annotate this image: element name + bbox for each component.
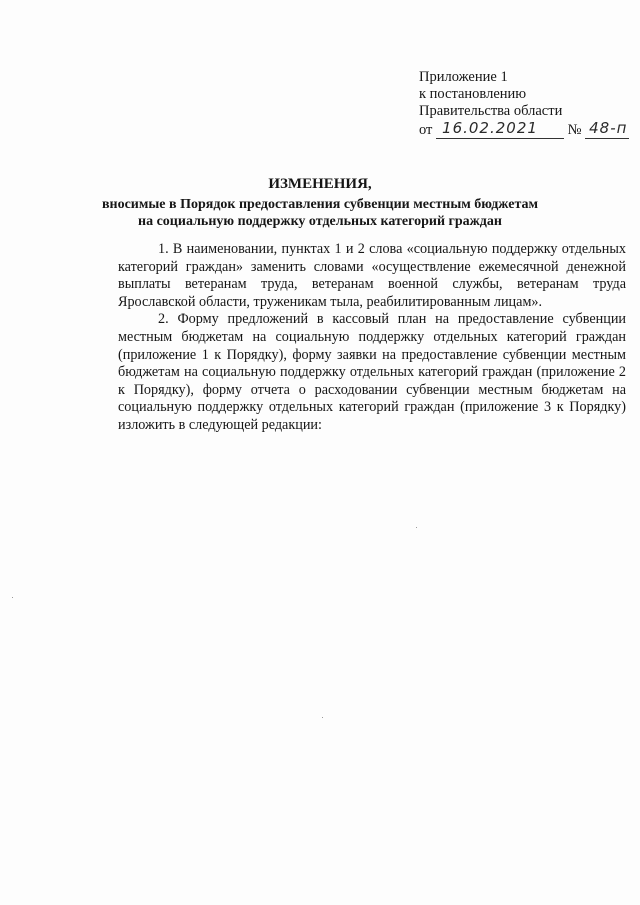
date-prefix: от <box>419 122 433 138</box>
document-body <box>118 241 626 435</box>
handwritten-number: 48-п <box>589 119 628 137</box>
subtitle-line-2: на социальную поддержку отдельных категорий граждан <box>138 214 502 229</box>
number-prefix: № <box>567 122 582 138</box>
document-subtitle <box>0 196 640 230</box>
paragraph-1: 1. В наименовании, пунктах 1 и 2 слова «социальную поддержку отдельных категорий граждан» заменить словами «осуществление ежемесячной денежной выплаты ветеранам труда, ветеранам военной службы, ветеранам труда Ярославской области, труженикам тыла, реабилитированным лицам». <box>118 241 626 310</box>
attachment-date-row <box>419 120 629 139</box>
attachment-reference: к постановлению <box>419 86 527 102</box>
scan-speck <box>416 527 417 528</box>
scan-speck <box>322 717 323 718</box>
handwritten-date: 16.02.2021 <box>442 119 538 137</box>
paragraph-2: 2. Форму предложений в кассовый план на предоставление субвенции местным бюджетам на социальную поддержку отдельных категорий граждан (приложение 1 к Порядку), форму заявки на предоставление субвенции местным бюджетам на социальную поддержку отдельных категорий граждан (приложение 2 к Порядку), форму отчета о расходовании субвенции местным бюджетам на социальную поддержку отдельных категорий граждан (приложение 3 к Порядку) изложить в следующей редакции: <box>118 311 626 433</box>
scan-speck <box>12 597 13 598</box>
attachment-block <box>419 69 629 139</box>
document-title: ИЗМЕНЕНИЯ, <box>268 176 372 192</box>
subtitle-line-1: вносимые в Порядок предоставления субвенции местным бюджетам <box>101 197 539 212</box>
attachment-authority: Правительства области <box>419 103 563 119</box>
date-field <box>436 120 564 139</box>
number-field <box>585 120 629 139</box>
attachment-number: Приложение 1 <box>419 69 508 85</box>
